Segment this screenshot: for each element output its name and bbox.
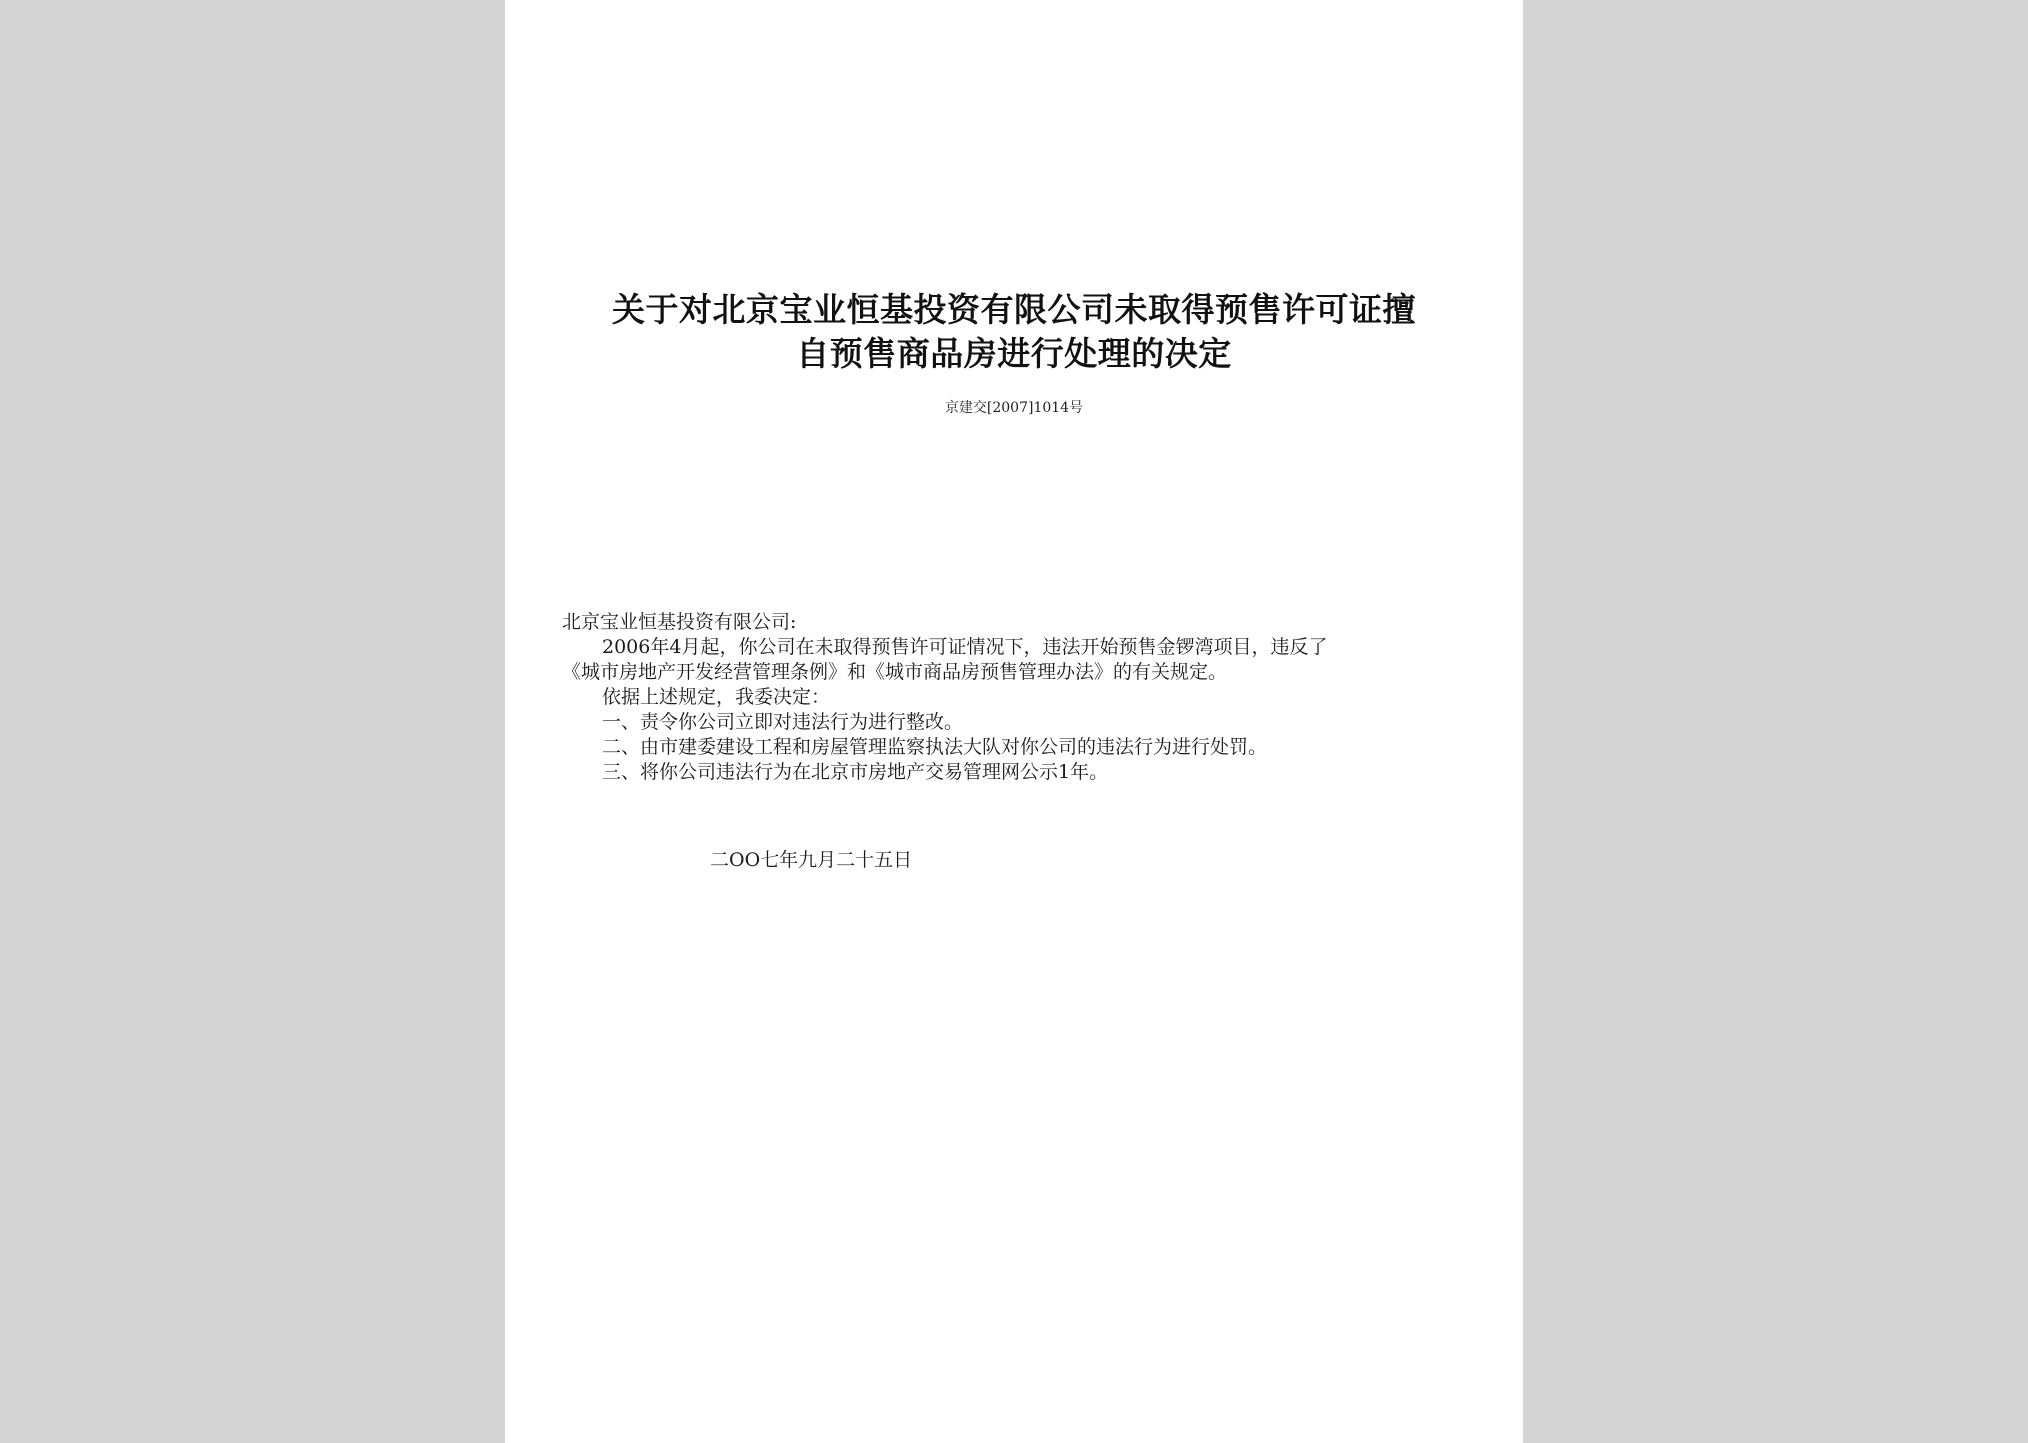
paragraph-line-1: 2006年4月起，你公司在未取得预售许可证情况下，违法开始预售金锣湾项目，违反了 [602, 636, 1328, 658]
document-page [505, 0, 1523, 1443]
basis-line: 依据上述规定，我委决定： [602, 686, 831, 708]
title-line-1: 关于对北京宝业恒基投资有限公司未取得预售许可证擅 [612, 290, 1416, 329]
document-date: 二OO七年九月二十五日 [710, 849, 913, 871]
document-body [562, 610, 1462, 785]
decision-item-3: 三、将你公司违法行为在北京市房地产交易管理网公示1年。 [602, 761, 1109, 783]
document-title [505, 288, 1523, 376]
title-line-2: 自预售商品房进行处理的决定 [796, 334, 1232, 373]
addressee: 北京宝业恒基投资有限公司: [562, 611, 797, 633]
decision-item-1: 一、责令你公司立即对违法行为进行整改。 [602, 711, 964, 733]
paragraph-line-2: 《城市房地产开发经营管理条例》和《城市商品房预售管理办法》的有关规定。 [562, 661, 1228, 683]
document-number: 京建交[2007]1014号 [944, 400, 1084, 416]
decision-item-2: 二、由市建委建设工程和房屋管理监察执法大队对你公司的违法行为进行处罚。 [602, 736, 1268, 758]
